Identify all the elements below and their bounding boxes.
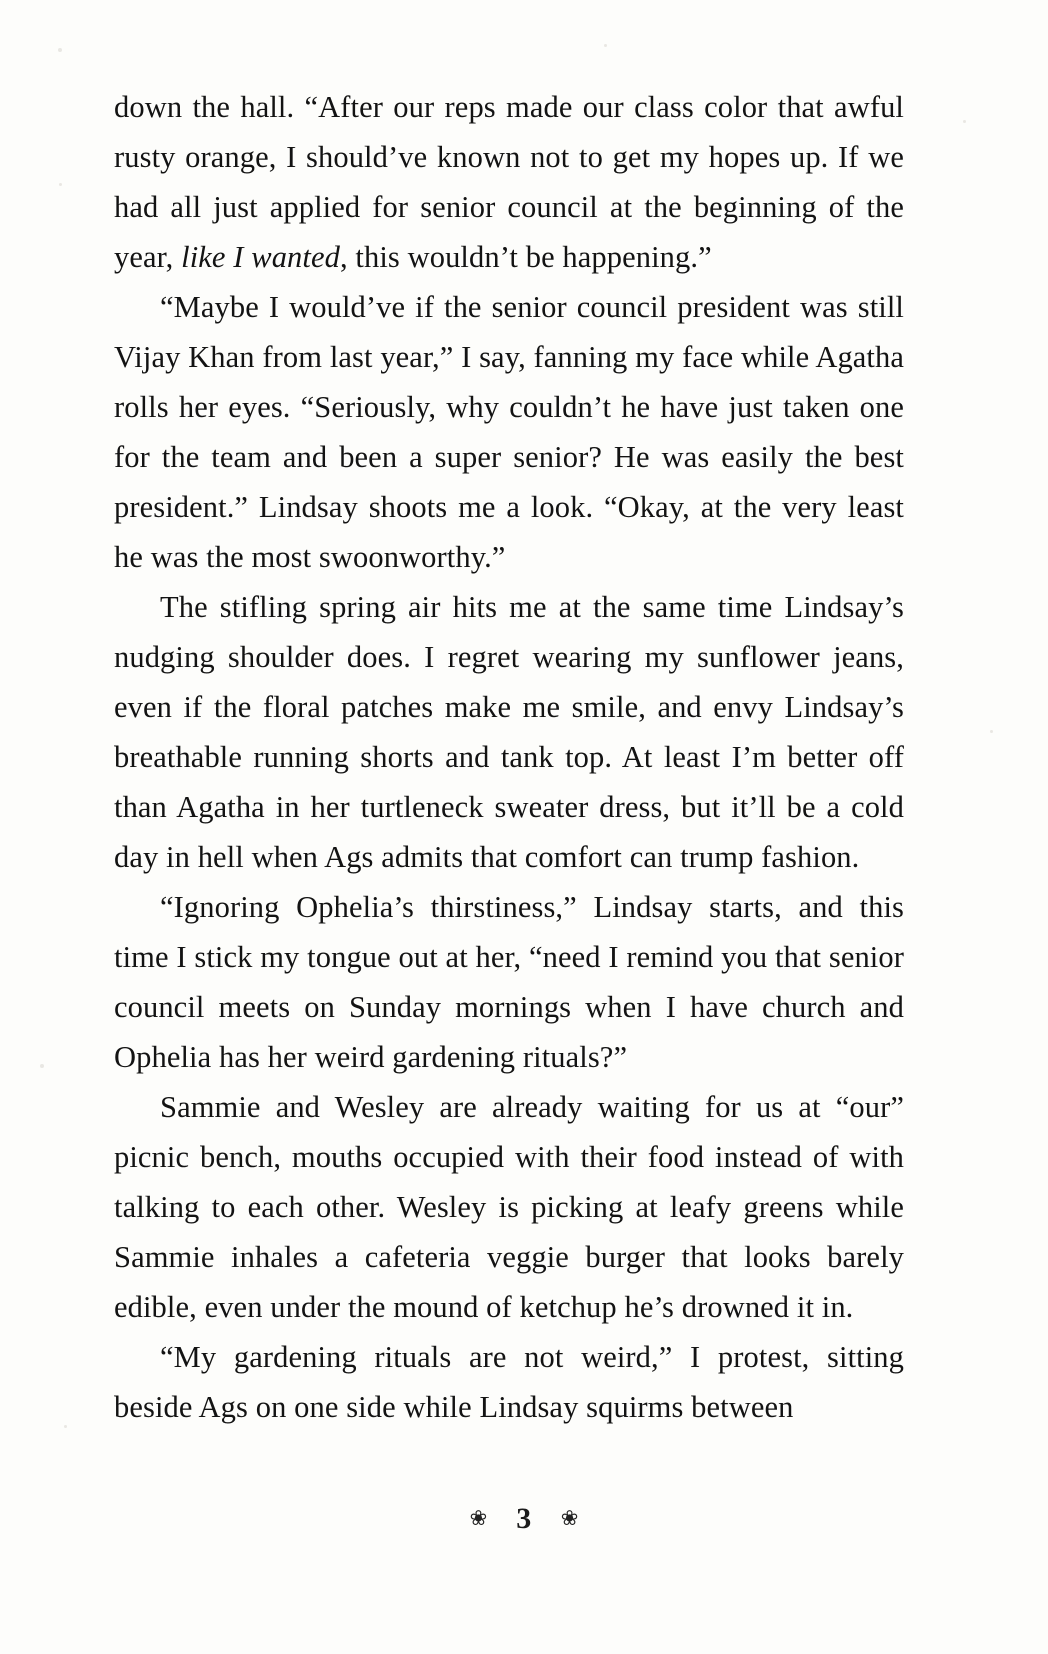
paragraph bbox=[114, 82, 904, 282]
paragraph: Sammie and Wesley are already waiting for us at “our” picnic bench, mouths occupied with their food instead of with talking to each other. Wesley is picking at leafy greens while Sammie inhales a cafeteria veggie burger that looks barely edible, even under the mound of ketchup he’s drowned it in. bbox=[114, 1090, 904, 1324]
paragraph: “My gardening rituals are not weird,” I protest, sitting beside Ags on one side while Lindsay squirms between bbox=[114, 1340, 904, 1424]
paragraph: The stifling spring air hits me at the same time Lindsay’s nudging shoulder does. I regret wearing my sunflower jeans, even if the floral patches make me smile, and envy Lindsay’s breathable running shorts and tank top. At least I’m better off than Agatha in her turtleneck sweater dress, but it’ll be a cold day in hell when Ags admits that comfort can trump fashion. bbox=[114, 590, 904, 874]
paragraph-text-part: , this wouldn’t be happening.” bbox=[339, 240, 712, 274]
paragraph-text-part: down the hall. “After our reps made our class color that awful rusty orange, I should’ve known not to get my hopes up. If we had all just applied for senior council at the beginning of the year, bbox=[114, 90, 904, 274]
page-footer bbox=[0, 1500, 1048, 1536]
paragraph-italic-phrase: like I wanted bbox=[181, 240, 340, 274]
flower-ornament-left-icon: ❀ bbox=[469, 1505, 488, 1530]
page-body-text bbox=[114, 82, 904, 1432]
flower-ornament-right-icon: ❀ bbox=[560, 1505, 579, 1530]
page-number: 3 bbox=[516, 1501, 532, 1535]
paragraph: “Maybe I would’ve if the senior council president was still Vijay Khan from last year,” I say, fanning my face while Agatha rolls her eyes. “Seriously, why couldn’t he have just taken one for the team and been a super senior? He was easily the best president.” Lindsay shoots me a look. “Okay, at the very least he was the most swoonworthy.” bbox=[114, 290, 904, 574]
paragraph: “Ignoring Ophelia’s thirstiness,” Lindsay starts, and this time I stick my tongue out at her, “need I remind you that senior council meets on Sunday mornings when I have church and Ophelia has her weird gardening rituals?” bbox=[114, 890, 904, 1074]
